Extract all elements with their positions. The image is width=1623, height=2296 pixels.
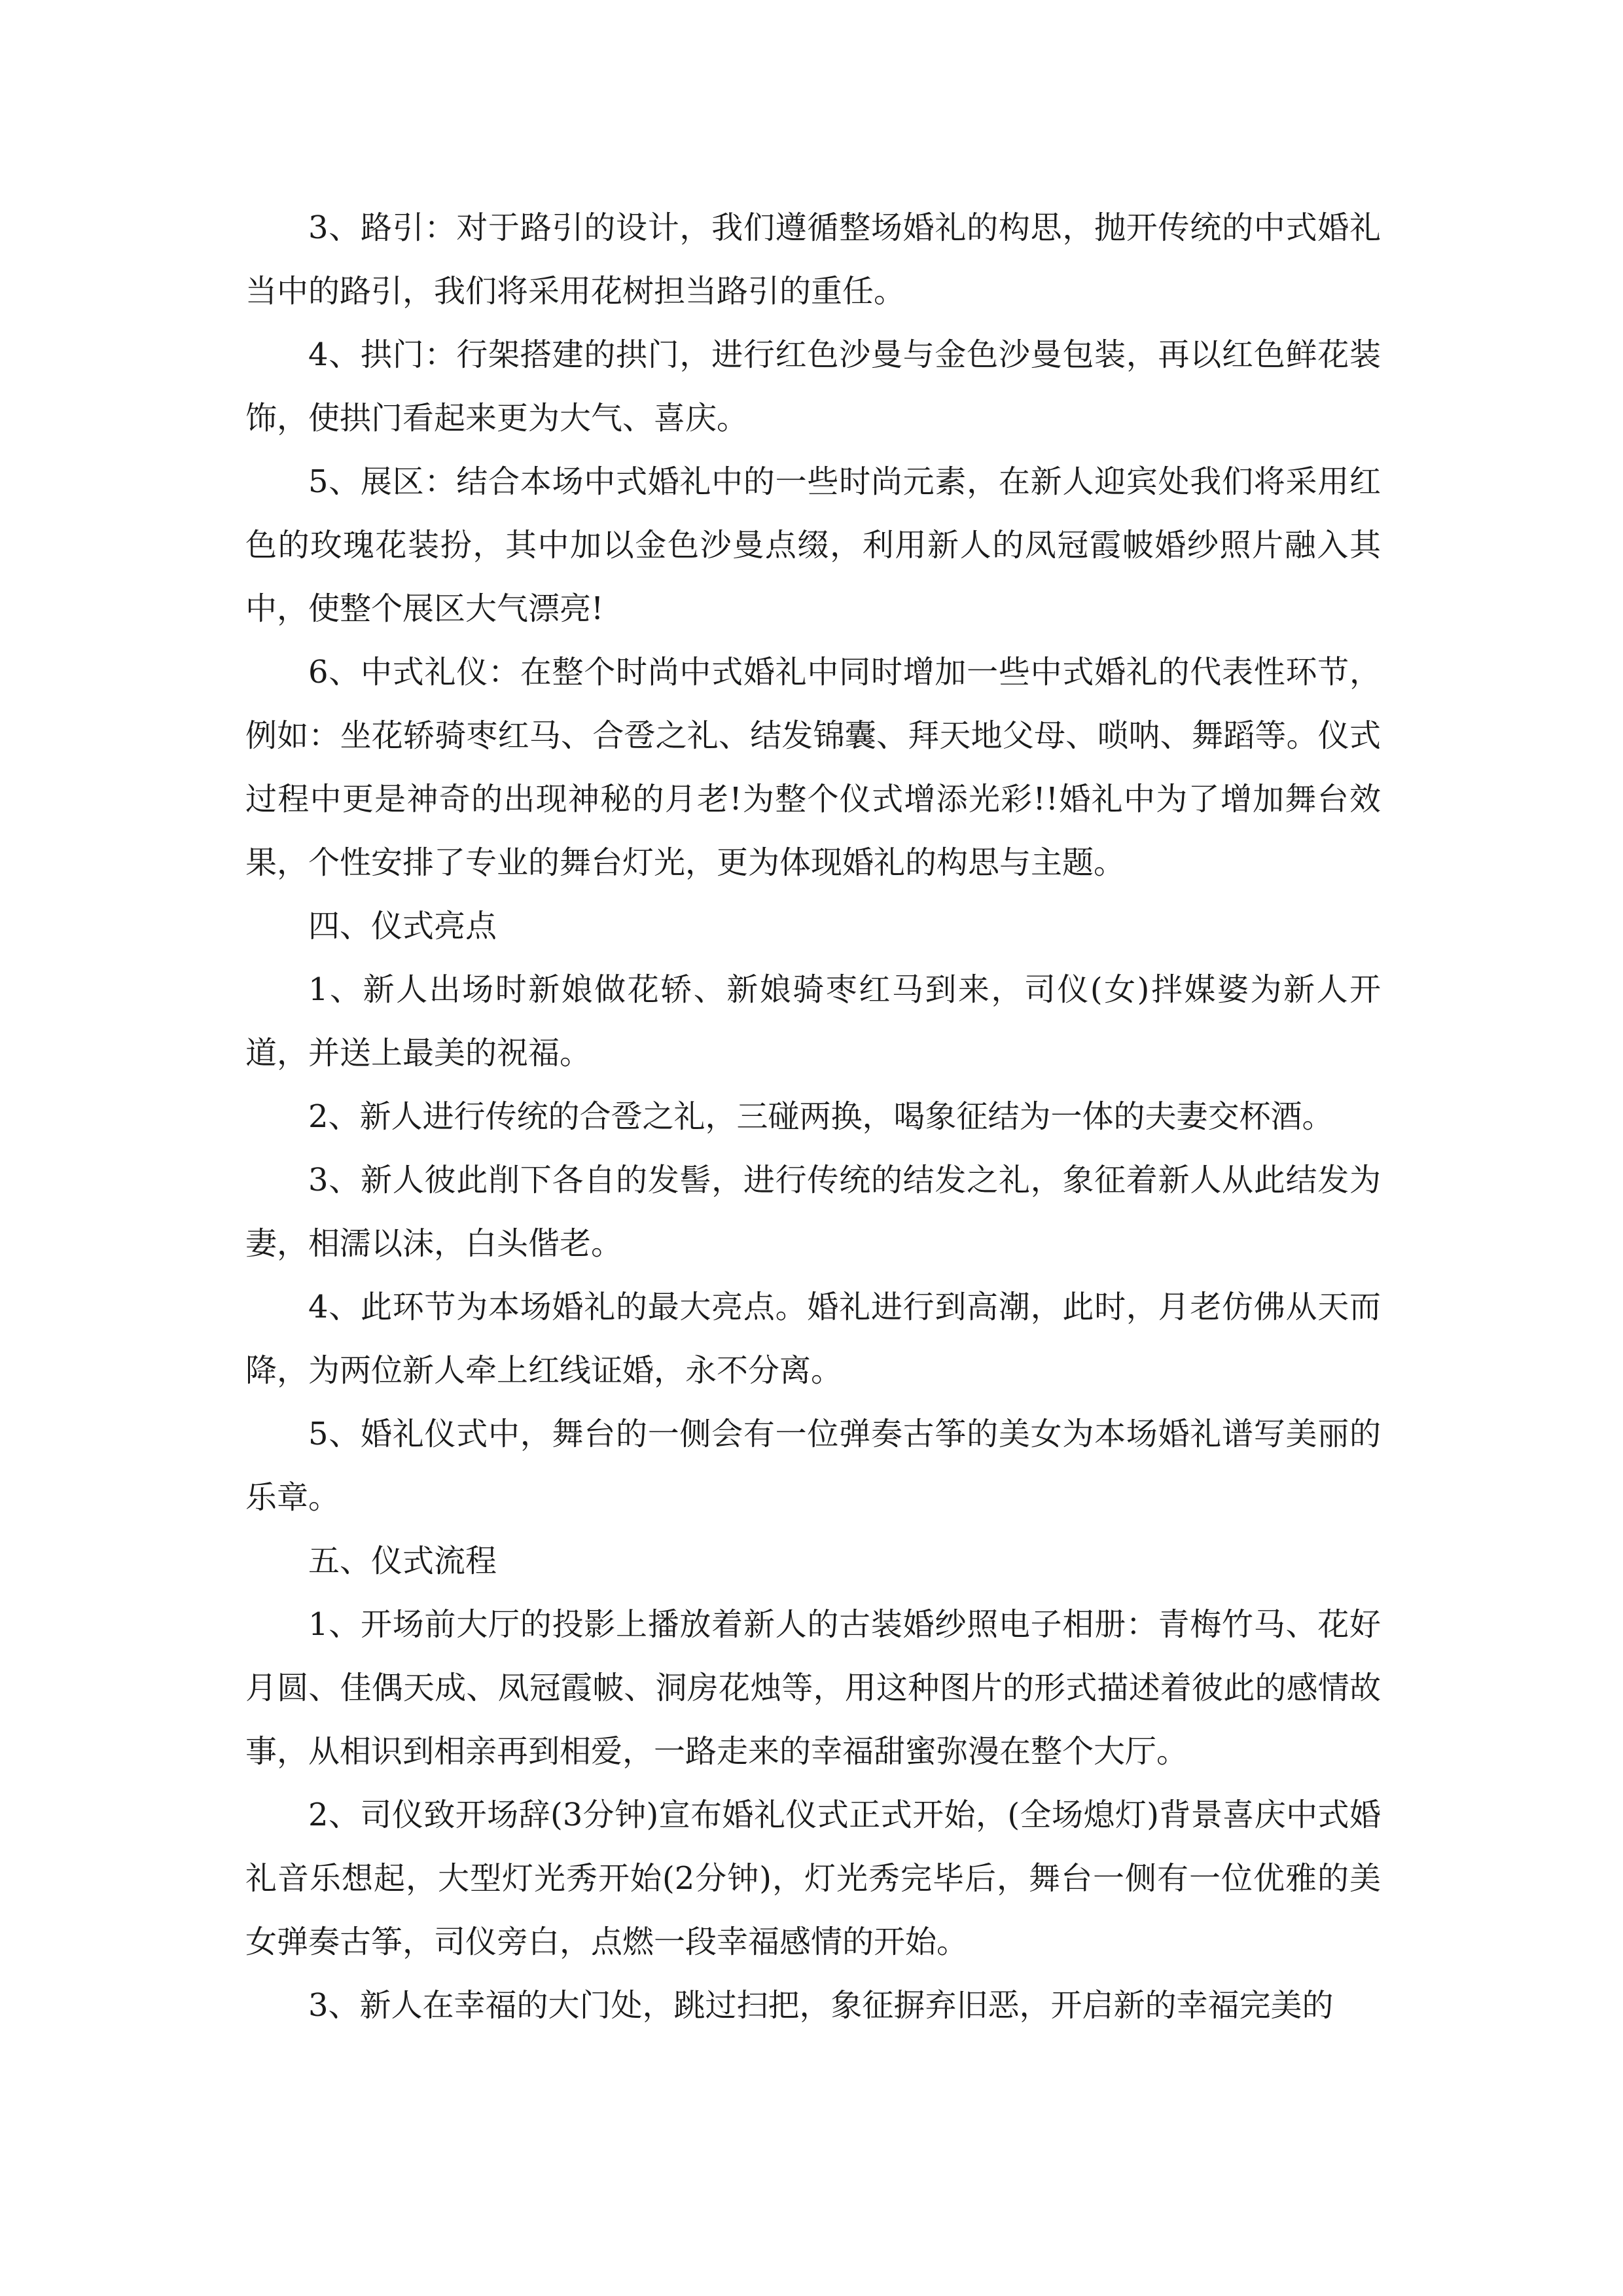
section-heading-highlights: 四、仪式亮点 [308, 908, 497, 944]
paragraph-route-guide: 3、路引：对于路引的设计，我们遵循整场婚礼的构思，抛开传统的中式婚礼当中的路引，我们将采用花树担当路引的重任。 [245, 209, 1381, 310]
section-heading-process: 五、仪式流程 [308, 1543, 497, 1579]
paragraph-highlight-1: 1、新人出场时新娘做花轿、新娘骑枣红马到来，司仪(女)拌媒婆为新人开道，并送上最美的祝福。 [245, 971, 1381, 1071]
paragraph-highlight-3: 3、新人彼此削下各自的发髻，进行传统的结发之礼，象征着新人从此结发为妻，相濡以沫，白头偕老。 [245, 1162, 1381, 1262]
paragraph-archway: 4、拱门：行架搭建的拱门，进行红色沙曼与金色沙曼包装，再以红色鲜花装饰，使拱门看起来更为大气、喜庆。 [245, 336, 1381, 437]
paragraph-process-2: 2、司仪致开场辞(3分钟)宣布婚礼仪式正式开始，(全场熄灯)背景喜庆中式婚礼音乐想起，大型灯光秀开始(2分钟)，灯光秀完毕后，舞台一侧有一位优雅的美女弹奏古筝，司仪旁白，点燃一段幸福感情的开始。 [245, 1797, 1381, 1960]
paragraph-exhibit-area: 5、展区：结合本场中式婚礼中的一些时尚元素，在新人迎宾处我们将采用红色的玫瑰花装扮，其中加以金色沙曼点缀，利用新人的凤冠霞帔婚纱照片融入其中，使整个展区大气漂亮! [245, 463, 1381, 627]
paragraph-chinese-ceremony: 6、中式礼仪：在整个时尚中式婚礼中同时增加一些中式婚礼的代表性环节，例如：坐花轿骑枣红马、合卺之礼、结发锦囊、拜天地父母、唢呐、舞蹈等。仪式过程中更是神奇的出现神秘的月老!为整个仪式增添光彩!!婚礼中为了增加舞台效果，个性安排了专业的舞台灯光，更为体现婚礼的构思与主题。 [245, 654, 1381, 881]
paragraph-process-1: 1、开场前大厅的投影上播放着新人的古装婚纱照电子相册：青梅竹马、花好月圆、佳偶天成、凤冠霞帔、洞房花烛等，用这种图片的形式描述着彼此的感情故事，从相识到相亲再到相爱，一路走来的幸福甜蜜弥漫在整个大厅。 [245, 1606, 1381, 1770]
paragraph-highlight-4: 4、此环节为本场婚礼的最大亮点。婚礼进行到高潮，此时，月老仿佛从天而降，为两位新人牵上红线证婚，永不分离。 [245, 1289, 1381, 1389]
paragraph-highlight-5: 5、婚礼仪式中，舞台的一侧会有一位弹奏古筝的美女为本场婚礼谱写美丽的乐章。 [245, 1416, 1381, 1516]
document-body [245, 196, 1381, 2037]
paragraph-process-3: 3、新人在幸福的大门处，跳过扫把，象征摒弃旧恶，开启新的幸福完美的 [308, 1987, 1334, 2024]
paragraph-highlight-2: 2、新人进行传统的合卺之礼，三碰两换，喝象征结为一体的夫妻交杯酒。 [308, 1098, 1334, 1135]
